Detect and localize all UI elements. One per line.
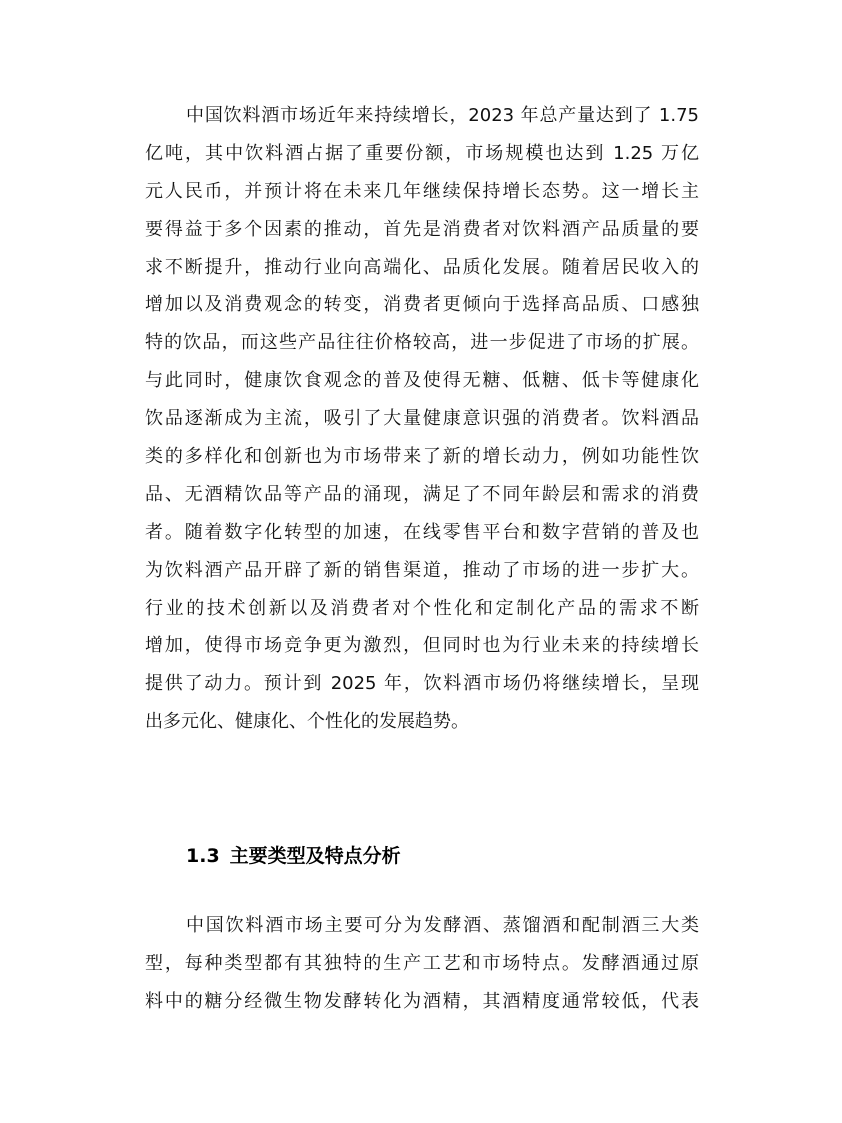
paragraph-line: 出多元化、健康化、个性化的发展趋势。 [145, 711, 469, 733]
paragraph-line: 为饮料酒产品开辟了新的销售渠道，推动了市场的进一步扩大。 [145, 559, 699, 581]
paragraph-line: 行业的技术创新以及消费者对个性化和定制化产品的需求不断 [145, 597, 699, 619]
paragraph-line: 特的饮品，而这些产品往往价格较高，进一步促进了市场的扩展。 [145, 332, 699, 354]
paragraph-line: 饮品逐渐成为主流，吸引了大量健康意识强的消费者。饮料酒品 [145, 408, 699, 430]
paragraph-line: 元人民币，并预计将在未来几年继续保持增长态势。这一增长主 [145, 180, 699, 202]
paragraph-line: 料中的糖分经微生物发酵转化为酒精，其酒精度通常较低，代表 [145, 990, 699, 1012]
paragraph-market-growth [145, 97, 699, 741]
paragraph-line: 增加，使得市场竞争更为激烈，但同时也为行业未来的持续增长 [145, 635, 699, 657]
paragraph-line: 者。随着数字化转型的加速，在线零售平台和数字营销的普及也 [145, 521, 699, 543]
section-heading [186, 838, 401, 874]
section-number: 1.3 [186, 845, 220, 867]
paragraph-line: 类的多样化和创新也为市场带来了新的增长动力，例如功能性饮 [145, 446, 699, 468]
paragraph-line: 中国饮料酒市场近年来持续增长，2023 年总产量达到了 1.75 [186, 105, 699, 126]
section-title: 主要类型及特点分析 [229, 845, 401, 867]
paragraph-line: 中国饮料酒市场主要可分为发酵酒、蒸馏酒和配制酒三大类 [186, 915, 699, 936]
paragraph-line: 求不断提升，推动行业向高端化、品质化发展。随着居民收入的 [145, 256, 699, 278]
paragraph-line: 品、无酒精饮品等产品的涌现，满足了不同年龄层和需求的消费 [145, 483, 699, 505]
paragraph-line: 亿吨，其中饮料酒占据了重要份额，市场规模也达到 1.25 万亿 [145, 142, 699, 164]
paragraph-types-overview [145, 907, 699, 1021]
paragraph-line: 与此同时，健康饮食观念的普及使得无糖、低糖、低卡等健康化 [145, 370, 699, 392]
paragraph-line: 增加以及消费观念的转变，消费者更倾向于选择高品质、口感独 [145, 294, 699, 316]
paragraph-line: 要得益于多个因素的推动，首先是消费者对饮料酒产品质量的要 [145, 218, 699, 240]
paragraph-line: 提供了动力。预计到 2025 年，饮料酒市场仍将继续增长，呈现 [145, 673, 699, 695]
paragraph-line: 型，每种类型都有其独特的生产工艺和市场特点。发酵酒通过原 [145, 952, 699, 974]
